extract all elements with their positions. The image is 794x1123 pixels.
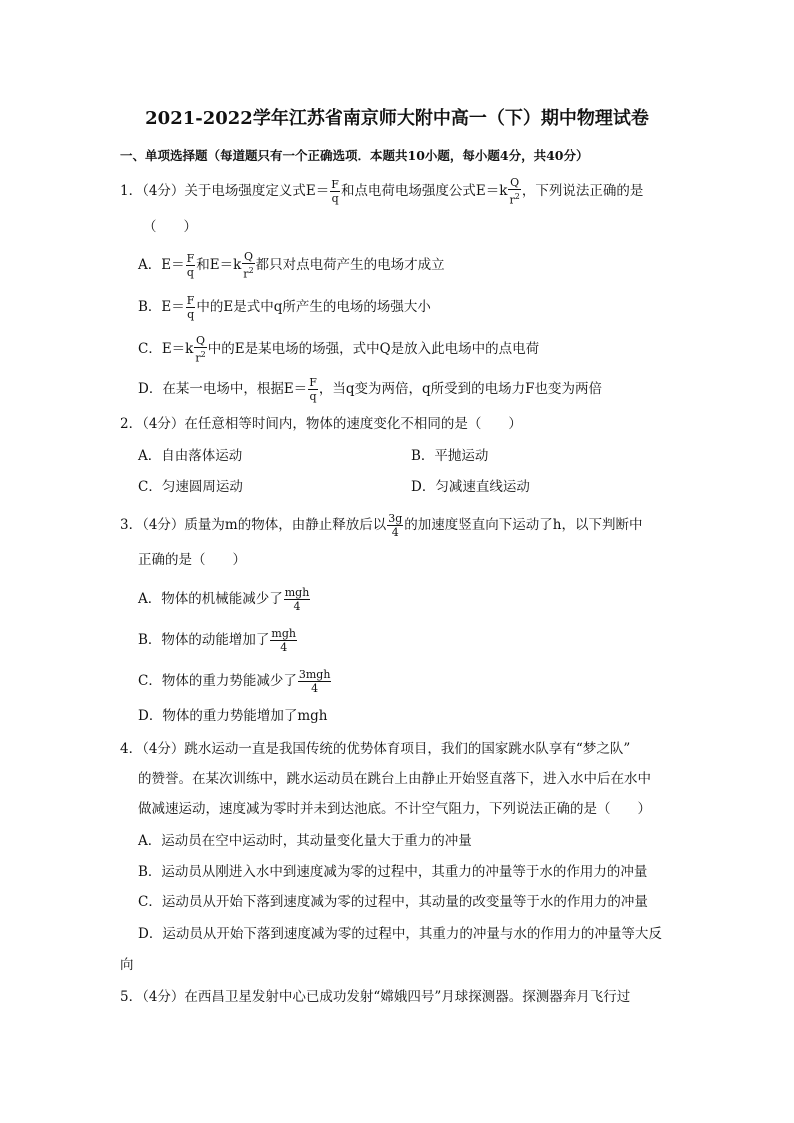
q2-option-d: D．匀减速直线运动 (411, 479, 530, 495)
fraction-q-over-r2 (242, 250, 254, 281)
q3-option-d: D．物体的重力势能增加了mgh (138, 708, 328, 724)
q4-option-d: D．运动员从开始下落到速度减为零的过程中，其重力的冲量与水的作用力的冲量等大反 (138, 926, 662, 942)
denominator-base: r (243, 267, 249, 281)
fraction-f-over-q (186, 294, 196, 321)
q1-option-a (138, 250, 445, 281)
fraction-q-over-r2 (194, 334, 206, 365)
question-4-stem-line2: 的赞誉。在某次训练中，跳水运动员在跳台上由静止开始竖直落下，进入水中后在水中 (138, 771, 651, 787)
fraction-denominator: 4 (280, 641, 288, 654)
option-text: ，当q变为两倍，q所受到的电场力F也变为两倍 (318, 381, 602, 397)
option-text: 中的E是式中q所产生的电场的场强大小 (196, 299, 431, 315)
q3-option-c (138, 668, 332, 695)
fraction-denominator: q (331, 191, 339, 205)
question-2-stem: 2．（4分）在任意相等时间内，物体的速度变化不相同的是（ ） (120, 416, 522, 432)
fraction-numerator: Q (243, 250, 253, 263)
fraction-denominator: 4 (391, 526, 399, 539)
q2-option-c: C．匀速圆周运动 (138, 479, 243, 495)
fraction-denominator: q (186, 265, 194, 279)
option-text: C．物体的重力势能减少了 (138, 673, 297, 689)
q3-option-b (138, 627, 298, 654)
fraction-denominator (194, 348, 206, 365)
option-text: 和E＝k (196, 256, 242, 273)
fraction-q-over-r2 (508, 176, 520, 207)
fraction-denominator: q (187, 308, 195, 321)
fraction-mgh-over-4 (270, 627, 297, 654)
q2-option-a: A．自由落体运动 (138, 448, 243, 464)
section-heading: 一、单项选择题（每道题只有一个正确选项．本题共10小题，每小题4分，共40分） (120, 148, 589, 163)
fraction-numerator: F (309, 376, 317, 389)
page-title: 2021-2022学年江苏省南京师大附中高一（下）期中物理试卷 (145, 108, 649, 129)
option-text: 中的E是某电场的场强，式中Q是放入此电场中的点电荷 (207, 340, 540, 357)
fraction-3mgh-over-4 (298, 668, 332, 695)
fraction-numerator: Q (196, 334, 206, 347)
fraction-numerator: 3g (388, 512, 403, 525)
fraction-numerator: F (186, 251, 195, 265)
fraction-mgh-over-4 (284, 586, 311, 613)
option-text: C．E＝k (138, 340, 194, 357)
fraction-f-over-q (308, 376, 318, 403)
fraction-numerator: mgh (284, 586, 310, 599)
fraction-numerator: F (186, 294, 195, 307)
denominator-base: r (195, 351, 201, 365)
q1-text-c: ，下列说法正确的是 (521, 182, 644, 199)
option-text: D．在某一电场中，根据E＝ (138, 381, 308, 397)
exponent: 2 (514, 192, 520, 201)
fraction-3g-over-4 (387, 512, 403, 539)
question-4-stem-line1: 4．（4分）跳水运动一直是我国传统的优势体育项目，我们的国家跳水队享有“梦之队” (120, 741, 631, 757)
option-text: B．E＝ (138, 299, 185, 315)
q1-option-c (138, 334, 539, 365)
fraction-denominator: q (309, 390, 317, 403)
fraction-denominator: 4 (293, 600, 301, 613)
fraction-denominator (508, 190, 520, 207)
q4-option-d-cont: 向 (120, 957, 134, 973)
question-3-stem-line2: 正确的是（ ） (138, 552, 246, 568)
exponent: 2 (200, 350, 206, 359)
q3-option-a (138, 586, 311, 613)
question-1-stem (120, 176, 643, 207)
fraction-numerator: Q (510, 176, 520, 189)
question-5-stem-line1: 5．（4分）在西昌卫星发射中心已成功发射“嫦娥四号”月球探测器。探测器奔月飞行过 (120, 989, 631, 1005)
q3-text-a: 3．（4分）质量为m的物体，由静止释放后以 (120, 517, 387, 533)
question-1-paren: （ ） (143, 219, 197, 235)
denominator-base: r (509, 193, 515, 207)
q4-option-b: B．运动员从刚进入水中到速度减为零的过程中，其重力的冲量等于水的作用力的冲量 (138, 864, 648, 880)
fraction-f-over-q (330, 178, 340, 205)
fraction-numerator: mgh (271, 627, 296, 640)
q1-text-b: 和点电荷电场强度公式E＝k (340, 182, 508, 199)
q3-text-b: 的加速度竖直向下运动了h，以下判断中 (404, 517, 643, 533)
q1-option-b (138, 294, 431, 321)
option-text: A．E＝ (138, 256, 185, 273)
q2-option-b: B．平抛运动 (411, 448, 489, 464)
option-text: B．物体的动能增加了 (138, 632, 270, 648)
q1-option-d (138, 376, 602, 403)
fraction-denominator: 4 (311, 682, 319, 695)
fraction-denominator (242, 264, 254, 281)
q4-option-c: C．运动员从开始下落到速度减为零的过程中，其动量的改变量等于水的作用力的冲量 (138, 894, 648, 910)
question-4-stem-line3: 做减速运动，速度减为零时并未到达池底。不计空气阻力，下列说法正确的是（ ） (138, 801, 651, 817)
option-text: A．物体的机械能减少了 (138, 591, 283, 607)
q1-text-a: 1．（4分）关于电场强度定义式E＝ (120, 182, 330, 199)
option-text: 都只对点电荷产生的电场才成立 (255, 256, 445, 273)
question-3-stem (120, 512, 642, 539)
q4-option-a: A．运动员在空中运动时，其动量变化量大于重力的冲量 (138, 833, 472, 849)
fraction-f-over-q (186, 252, 196, 279)
fraction-numerator: 3mgh (298, 668, 331, 681)
fraction-numerator: F (331, 177, 339, 191)
exponent: 2 (248, 266, 254, 275)
